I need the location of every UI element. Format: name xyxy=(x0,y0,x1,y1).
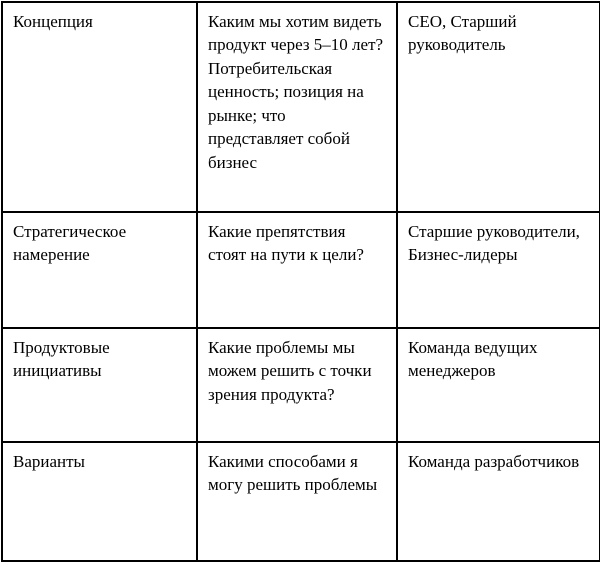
question-cell: Какими способами я могу решить проблемы xyxy=(197,442,397,561)
document-page xyxy=(0,1,600,562)
planning-levels-table xyxy=(1,1,600,562)
owner-cell: CEO, Старший руководитель xyxy=(397,2,600,212)
row-label-cell: Стратегическое намерение xyxy=(2,212,197,328)
row-label-cell: Варианты xyxy=(2,442,197,561)
owner-cell: Команда разработчиков xyxy=(397,442,600,561)
table-row xyxy=(2,328,600,442)
question-cell: Какие проблемы мы можем решить с точки зрения продукта? xyxy=(197,328,397,442)
question-cell: Каким мы хотим видеть продукт через 5–10 лет? Потребительская ценность; позиция на рынке; что представляет собой бизнес xyxy=(197,2,397,212)
table-row xyxy=(2,442,600,561)
owner-cell: Команда ведущих менеджеров xyxy=(397,328,600,442)
table-row xyxy=(2,2,600,212)
owner-cell: Старшие руководители, Бизнес-лидеры xyxy=(397,212,600,328)
question-cell: Какие препятствия стоят на пути к цели? xyxy=(197,212,397,328)
table-row xyxy=(2,212,600,328)
row-label-cell: Продуктовые инициативы xyxy=(2,328,197,442)
row-label-cell: Концепция xyxy=(2,2,197,212)
